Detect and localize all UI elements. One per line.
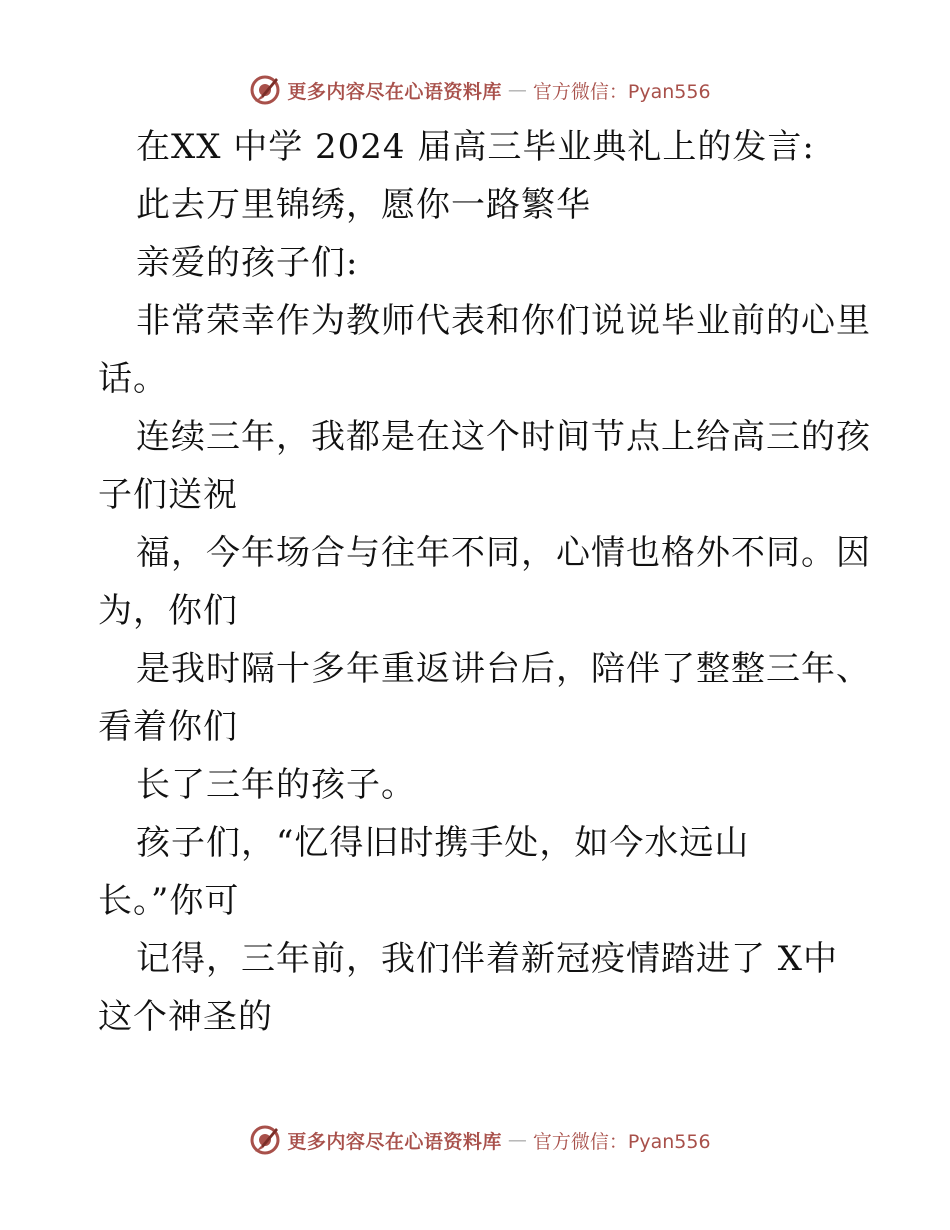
document-line: 记得，三年前，我们伴着新冠疫情踏进了 X中	[136, 939, 839, 979]
document-line: 为，你们	[98, 591, 238, 631]
document-body	[98, 118, 871, 1046]
document-line: 连续三年，我都是在这个时间节点上给高三的孩	[136, 417, 871, 457]
document-line: 是我时隔十多年重返讲台后，陪伴了整整三年、	[136, 649, 871, 689]
header-wechat-text: 官方微信：Pyan556	[532, 80, 711, 103]
header-banner-inner	[249, 74, 710, 106]
footer-banner	[0, 1120, 950, 1160]
document-line: 长了三年的孩子。	[136, 765, 416, 805]
quill-logo-icon	[249, 1124, 281, 1156]
document-line: 此去万里锦绣，愿你一路繁华	[136, 185, 591, 225]
header-separator: —	[507, 79, 527, 101]
document-line: 这个神圣的	[98, 997, 273, 1037]
footer-brand-text: 更多内容尽在心语资料库	[287, 1130, 502, 1153]
header-brand-text: 更多内容尽在心语资料库	[287, 80, 502, 103]
document-line: 长。”你可	[98, 881, 240, 921]
document-line: 话。	[98, 359, 168, 399]
document-line: 孩子们，“忆得旧时携手处，如今水远山	[136, 823, 750, 863]
header-banner	[0, 70, 950, 110]
document-line: 看着你们	[98, 707, 238, 747]
footer-banner-inner	[249, 1124, 710, 1156]
quill-logo-icon	[249, 74, 281, 106]
document-line: 福，今年场合与往年不同，心情也格外不同。因	[136, 533, 871, 573]
footer-wechat-text: 官方微信：Pyan556	[532, 1130, 711, 1153]
document-line: 在XX 中学 2024 届高三毕业典礼上的发言:	[136, 127, 815, 167]
document-line: 子们送祝	[98, 475, 238, 515]
document-line: 非常荣幸作为教师代表和你们说说毕业前的心里	[136, 301, 871, 341]
document-line: 亲爱的孩子们:	[136, 243, 359, 283]
footer-separator: —	[507, 1129, 527, 1151]
